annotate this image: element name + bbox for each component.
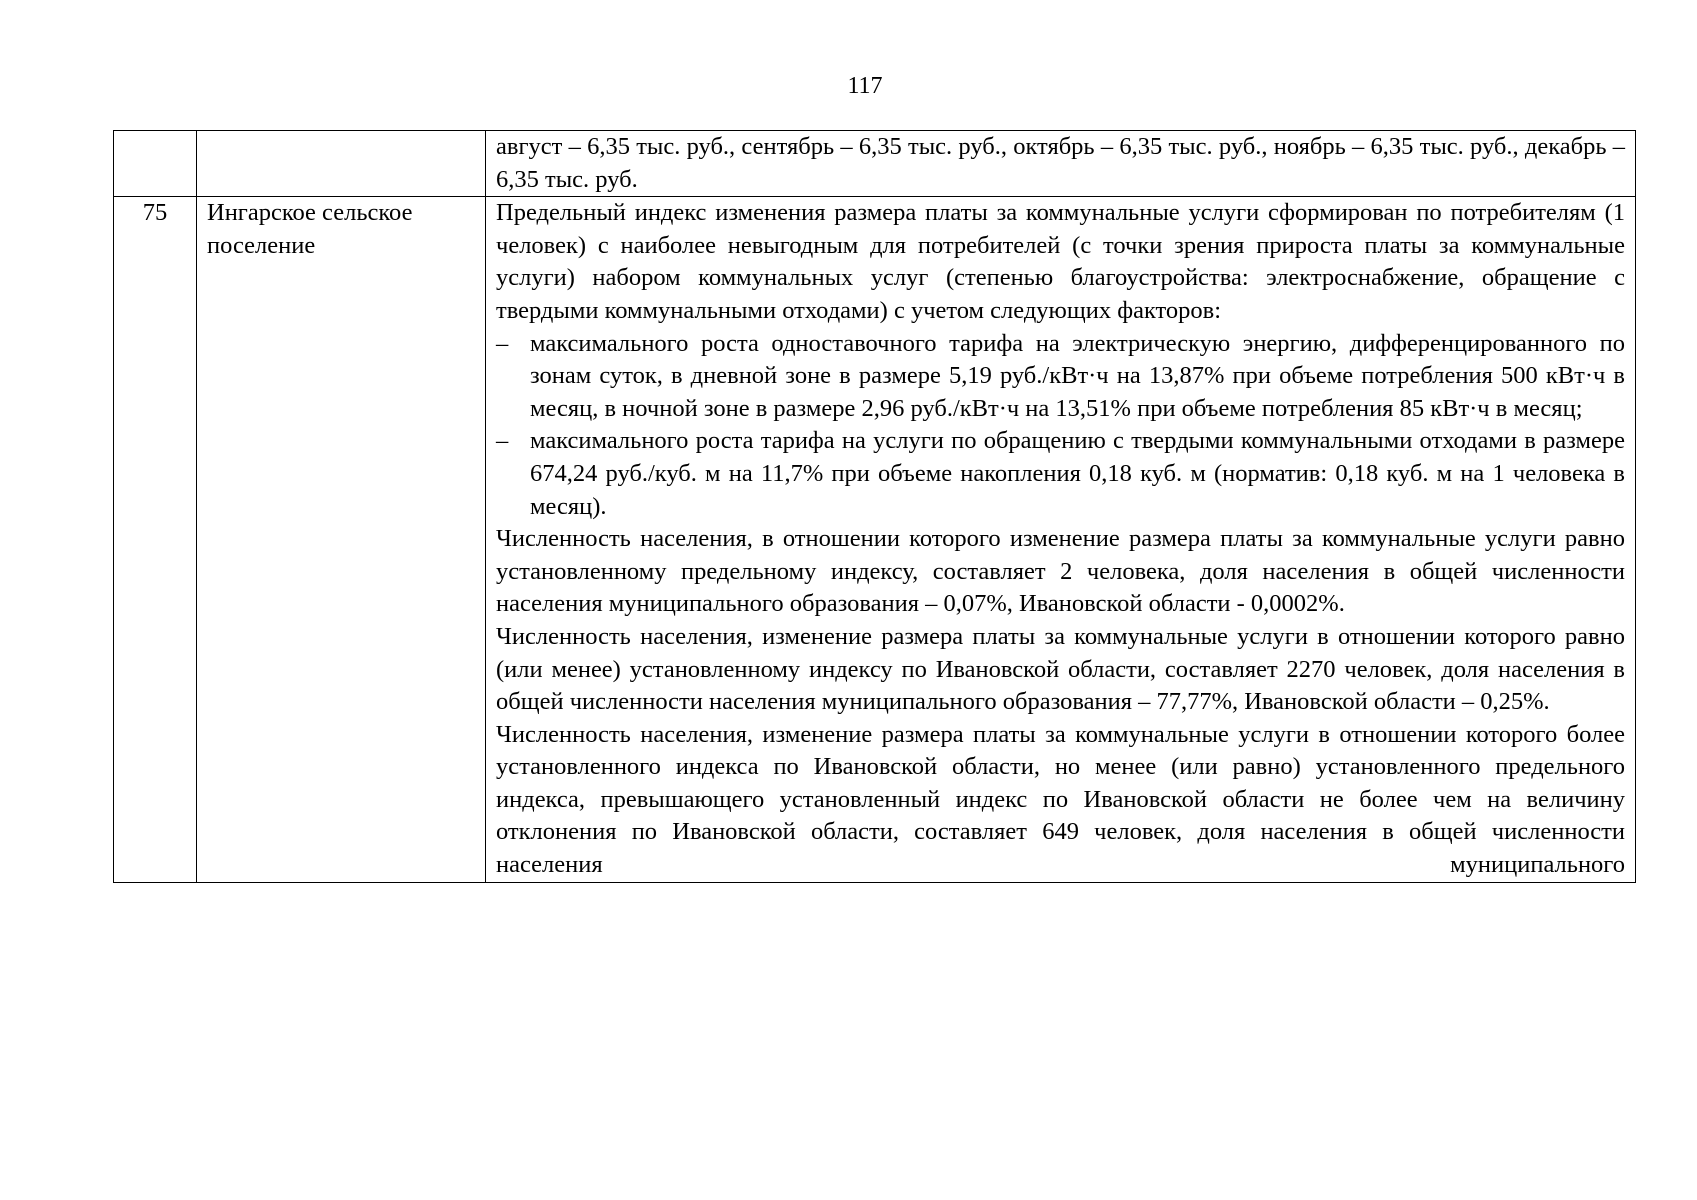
population-paragraph: Численность населения, изменение размера платы за коммунальные услуги в отношении которого более установленного индекса по Ивановской области, но менее (или равно) установленного предельного индекса, превышающего установленный индекс по Ивановской области не более чем на величину отклонения по Ивановской области, составляет 649 человек, доля населения в общей численности населения муниципального <box>496 720 1625 879</box>
population-paragraph: Численность населения, изменение размера платы за коммунальные услуги в отношении которого равно (или менее) установленному индексу по Ивановской области, составляет 2270 человек, доля населения в общей численности населения муниципального образования – 77,77%, Ивановской области – 0,25%. <box>496 622 1625 716</box>
population-paragraph: Численность населения, в отношении которого изменение размера платы за коммунальные услуги равно установленному предельному индексу, составляет 2 человека, доля населения в общей численности населения муниципального образования – 0,07%, Ивановской области - 0,0002%. <box>496 525 1625 618</box>
table-row <box>114 197 1636 882</box>
factor-list-item <box>496 425 1625 523</box>
factor-text: максимального роста тарифа на услуги по обращению с твердыми коммунальными отходами в размере 674,24 руб./куб. м на 11,7% при объеме накопления 0,18 куб. м (норматив: 0,18 куб. м на 1 человека в месяц). <box>530 427 1625 520</box>
dash-bullet-icon: – <box>496 329 509 357</box>
dash-bullet-icon: – <box>496 427 509 455</box>
description-paragraph: август – 6,35 тыс. руб., сентябрь – 6,35 тыс. руб., октябрь – 6,35 тыс. руб., ноябрь – 6,35 тыс. руб., декабрь – 6,35 тыс. руб. <box>496 133 1625 193</box>
table-row <box>114 131 1636 197</box>
row-number-cell <box>114 131 197 197</box>
page-number: 117 <box>847 73 883 99</box>
factor-text: максимального роста одноставочного тарифа на электрическую энергию, дифференцированного по зонам суток, в дневной зоне в размере 5,19 руб./кВт·ч на 13,87% при объеме потребления 500 кВт·ч в месяц, в ночной зоне в размере 2,96 руб./кВт·ч на 13,51% при объеме потребления 85 кВт·ч в месяц; <box>530 329 1625 422</box>
settlement-name-cell <box>197 131 486 197</box>
description-cell <box>486 197 1636 882</box>
description-cell <box>486 131 1636 197</box>
description-intro: Предельный индекс изменения размера платы за коммунальные услуги сформирован по потребителям (1 человек) с наиболее невыгодным для потребителей (с точки зрения прироста платы за коммунальные услуги) набором коммунальных услуг (степенью благоустройства: электроснабжение, обращение с твердыми коммунальными отходами) с учетом следующих факторов: <box>496 199 1625 324</box>
settlement-name-cell: Ингарское сельское поселение <box>197 197 486 882</box>
factor-list-item <box>496 328 1625 426</box>
row-number-cell: 75 <box>114 197 197 882</box>
tariff-table <box>113 130 1636 883</box>
